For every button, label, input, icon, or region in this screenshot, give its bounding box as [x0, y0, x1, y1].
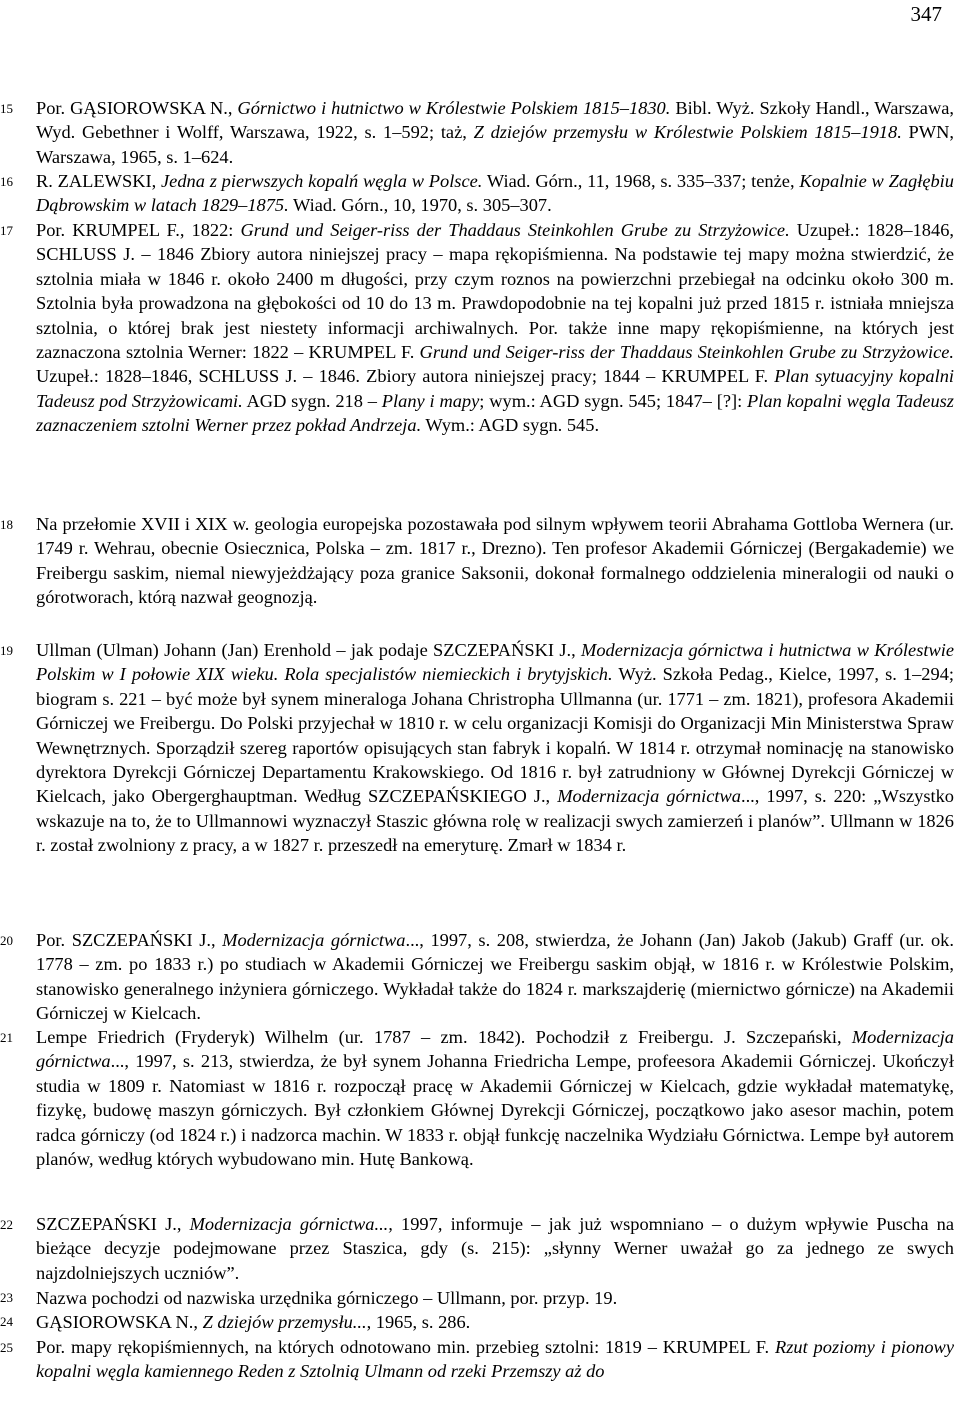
text-run: ..., 1997, s. 220: „Wszystko wskazuje na to, że to Ullmannowi wyznaczył Staszic główna rolę w realizacji swych zamierzeń i planów”. Ullmann w 1826 r. został zwolniony z pracy, a w 1827 r. przeszedł na emeryturę. Zmarł w 1834 r. — [36, 786, 955, 856]
footnote-number: 16 — [0, 174, 13, 189]
footnote-number: 22 — [0, 1217, 13, 1232]
italic-title: Modernizacja górnictwa — [557, 786, 741, 807]
italic-title: Z dziejów przemysłu w Królestwie Polskiem 1815–1918. — [473, 122, 902, 143]
text-run: Ullman (Ulman) Johann (Jan) Erenhold – jak podaje SZCZEPAŃSKI J., — [36, 640, 581, 660]
italic-title: Jedna z pierwszych kopalń węgla w Polsce. — [161, 171, 483, 191]
italic-title: Z dziejów przemysłu... — [202, 1312, 367, 1332]
text-run: R. ZALEWSKI, — [36, 171, 162, 191]
text-run: Uzupeł.: 1828–1846, SCHLUSS J. – 1846. Zbiory autora niniejszej pracy; 1844 – KRUMPEL F. — [36, 366, 775, 387]
italic-title: Grund und Seiger-riss der Thaddaus Steinkohlen Grube zu Strzyżowice. — [240, 220, 790, 240]
footnote-number: 25 — [0, 1340, 13, 1355]
text-run: Por. GĄSIOROWSKA N., — [36, 98, 238, 118]
footnote-number: 17 — [0, 223, 13, 238]
footnote-text — [36, 928, 954, 1026]
text-run: Wym.: AGD sygn. 545. — [421, 415, 600, 436]
footnote-text — [36, 169, 954, 218]
text-run: Por. mapy rękopiśmiennych, na których odnotowano min. przebieg sztolni: 1819 – KRUMPEL F. — [36, 1337, 775, 1357]
footnote-text — [36, 96, 954, 169]
text-run: , 1965, s. 286. — [366, 1312, 471, 1332]
italic-title: Modernizacja górnictwa — [36, 1027, 954, 1072]
text-run: 1997, informuje – jak już wspomniano – o dużym wpływie Puscha na bieżące decyzje podejmowane przez Staszica, gdy (s. 215): „słynny Werner uważał go za jednego ze swych najzdolniejszych uczniów”. — [36, 1214, 954, 1283]
text-run: Na przełomie XVII i XIX w. geologia europejska pozostawała pod silnym wpływem teorii Abrahama Gottloba Wernera (ur. 1749 r. Wehrau, obecnie Osiecznica, Polska – zm. 1817 r., Drezno). Ten profesor Akademii Górniczej (Bergakademie) we Freibergu saskim, niemal niewyjeżdżający poza granice Saksonii, dokonał formalnego oddzielenia mineralogii od nauki o górotworach, którą nazwał geognozją. — [36, 514, 954, 608]
text-run: ..., 1997, s. 208, stwierdza, że Johann (Jan) Jakob (Jakub) Graff (ur. ok. 1778 – zm. po 1833 r.) po studiach w Akademii Górniczej we Freibergu saskim objął, w 1816 r. w Królestwie Polskim, stanowisko generalnego inżyniera górniczego. Wykładał także do 1824 r. markszajderię (miernictwo górnicze) na Akademii Górniczej w Kielcach. — [36, 930, 954, 1024]
text-run: Lempe Friedrich (Fryderyk) Wilhelm (ur. 1787 – zm. 1842). Pochodził z Freibergu. J. Szczepański, — [36, 1027, 852, 1047]
text-run: Wiad. Górn., 10, 1970, s. 305–307. — [288, 195, 552, 216]
footnote-number: 20 — [0, 933, 13, 948]
footnote-text — [36, 1025, 954, 1171]
footnote-text — [36, 1286, 954, 1310]
text-run: Por. KRUMPEL F., 1822: — [36, 220, 241, 240]
text-run: PWN, Warszawa, 1965, s. 1–624. — [36, 122, 955, 167]
text-run: Bibl. Wyż. Szkoły Handl., Warszawa, Wyd. Gebethner i Wolff, Warszawa, 1922, s. 1–592; taż, — [36, 98, 954, 143]
text-run: AGD sygn. 218 – — [242, 390, 382, 411]
page-number: 347 — [910, 2, 942, 26]
text-run: Wiad. Górn., 11, 1968, s. 335–337; tenże, — [482, 171, 800, 191]
text-run: Por. SZCZEPAŃSKI J., — [36, 930, 223, 950]
footnote-text — [36, 1310, 954, 1334]
text-run: Nazwa pochodzi od nazwiska urzędnika górniczego – Ullmann, por. przyp. 19. — [36, 1288, 618, 1308]
footnote-number: 19 — [0, 643, 13, 658]
footnote-number: 18 — [0, 517, 13, 532]
text-run: ; wym.: AGD sygn. 545; 1847– [?]: — [479, 390, 748, 411]
italic-title: Modernizacja górnictwa..., — [189, 1214, 393, 1234]
italic-title: Plan kopalni węgla Tadeusz zaznaczeniem sztolni Werner przez pokład Andrzeja. — [36, 390, 954, 436]
text-run: Wyż. Szkoła Pedag., Kielce, 1997, s. 1–294; biogram s. 221 – być może był synem mineraloga Johana Christropha Ullmanna (ur. 1771 – zm. 1821), profesora Akademii Górniczej we Freibergu. Do Polski przyjechał w 1810 r. w celu organizacji Komisji do Organizacji Min Ministerstwa Spraw Wewnętrznych. Sporządził szereg raportów opisujących stan fabryk i kopalń. W 1814 r. otrzymał nominację na stanowisko dyrektora Dyrekcji Górniczej Departamentu Krakowskiego. Od 1816 r. był zatrudniony w Głównej Dyrekcji Górniczej w Kielcach, jako Obergerghauptman. Według SZCZEPAŃSKIEGO J., — [36, 664, 954, 807]
italic-title: Kopalnie w Zagłębiu Dąbrowskim w latach 1829–1875. — [36, 171, 954, 216]
italic-title: Plany i mapy — [381, 390, 480, 411]
footnote-text — [36, 1335, 954, 1384]
footnote-number: 24 — [0, 1314, 13, 1329]
footnote-number: 21 — [0, 1030, 13, 1045]
italic-title: Modernizacja górnictwa i hutnictwa w Królestwie Polskim w I połowie XIX wieku. Rola specjalistów niemieckich i brytyjskich. — [36, 640, 954, 685]
footnote-text — [36, 638, 954, 858]
text-run: Uzupeł.: 1828–1846, SCHLUSS J. – 1846 Zbiory autora niniejszej pracy – mapa rękopiśmienna. Na podstawie tej mapy można stwierdzić, że sztolnia miała w 1846 r. około 2400 m długości, przy czym roznos na powierzchni przebiegał na odcinku około 300 m. Sztolnia była prowadzona na głębokości od 10 do 13 m. Prawdopodobnie na tej kopalni już przed 1815 r. istniała mniejsza sztolnia, o której brak jest niestety informacji archiwalnych. Por. także inne mapy rękopiśmienne, na których jest zaznaczona sztolnia Werner: 1822 – KRUMPEL F. — [36, 220, 954, 363]
text-run: GĄSIOROWSKA N., — [36, 1312, 203, 1332]
italic-title: Modernizacja górnictwa — [222, 930, 406, 950]
footnote-number: 15 — [0, 101, 13, 116]
footnote-text — [36, 218, 954, 438]
italic-title: Rzut poziomy i pionowy kopalni węgla kamiennego Reden z Sztolnią Ulmann od rzeki Przemszy aż do — [36, 1337, 954, 1382]
italic-title: Górnictwo i hutnictwo w Królestwie Polskiem 1815–1830. — [237, 98, 671, 118]
text-run: ..., 1997, s. 213, stwierdza, że był synem Johanna Friedricha Lempe, profeesora Akademii Górniczej. Ukończył studia w 1809 r. Natomiast w 1816 r. rozpoczął pracę w Akademii Górniczej w Kielcach, gdzie wykładał matematykę, fizykę, budowę maszyn górniczych. Był członkiem Głównej Dyrekcji Górniczej, początkowo jako asesor machin, potem radca górniczy (od 1824 r.) i nadzorca machin. W 1833 r. objął funkcję naczelnika Wydziału Górnictwa. Lempe był autorem planów, według których wybudowano min. Hutę Bankową. — [36, 1051, 954, 1170]
italic-title: Grund und Seiger-riss der Thaddaus Steinkohlen Grube zu Strzyżowice. — [419, 342, 955, 363]
text-run: SZCZEPAŃSKI J., — [36, 1214, 190, 1234]
italic-title: Plan sytuacyjny kopalni Tadeusz pod Strzyżowicami. — [36, 366, 954, 411]
footnote-text — [36, 512, 954, 610]
footnote-number: 23 — [0, 1290, 13, 1305]
footnote-text — [36, 1212, 954, 1285]
